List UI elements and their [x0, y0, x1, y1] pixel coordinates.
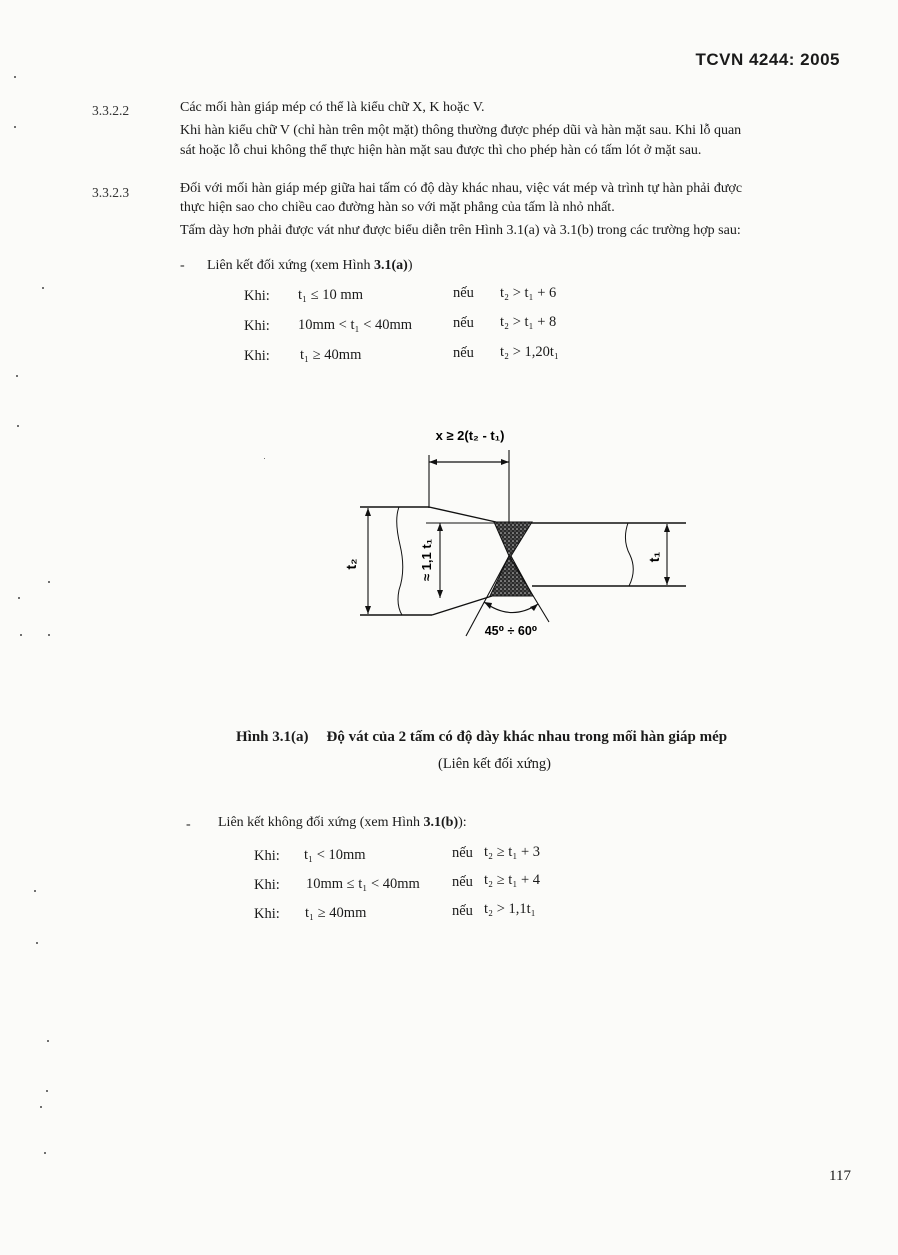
intro-text: Liên kết không đối xứng (xem Hình — [218, 815, 424, 830]
arrow-head-icon — [437, 590, 443, 598]
row-khi: Khi: — [244, 348, 270, 364]
mid-label: ≈ 1,1 t₁ — [419, 538, 434, 582]
arrow-head-icon — [664, 524, 670, 532]
scan-speck — [48, 581, 50, 583]
figure-caption — [236, 729, 727, 746]
scan-speck — [20, 634, 22, 636]
scan-speck — [17, 425, 19, 427]
scan-speck — [264, 458, 265, 459]
intro-text: Liên kết đối xứng (xem Hình — [207, 258, 375, 273]
row-neu: nếu — [452, 845, 473, 861]
t2-label: t₂ — [343, 558, 359, 570]
caption-label: Hình 3.1(a) — [236, 729, 309, 745]
row-requirement: t₂ > 1,1t₁ — [484, 901, 536, 917]
row-requirement: t₂ > 1,20t₁ — [500, 344, 559, 360]
row-khi: Khi: — [244, 318, 270, 334]
dimension-x-label: x ≥ 2(t₂ - t₁) — [435, 428, 505, 443]
row-condition: 10mm < t₁ < 40mm — [298, 317, 413, 333]
page-number: 117 — [829, 1168, 851, 1184]
row-khi: Khi: — [254, 848, 280, 864]
scan-speck — [44, 1152, 46, 1154]
arrow-head-icon — [437, 523, 443, 531]
break-line — [397, 507, 403, 615]
arrow-head-icon — [365, 606, 371, 614]
arrow-head-icon — [429, 459, 437, 465]
scan-speck — [14, 76, 16, 78]
row-neu: nếu — [452, 903, 473, 919]
scan-speck — [18, 597, 20, 599]
break-line — [625, 523, 633, 586]
section-number-3-3-2-2: 3.3.2.2 — [92, 103, 130, 118]
bevel-diagram — [340, 415, 700, 645]
scan-speck — [42, 287, 44, 289]
asymmetric-intro — [218, 815, 467, 831]
arrow-head-icon — [664, 577, 670, 585]
intro-text-end: ) — [407, 258, 413, 273]
row-condition: t₁ ≥ 40mm — [305, 905, 367, 921]
section-line: Đối với mối hàn giáp mép giữa hai tấm có độ dày khác nhau, việc vát mép và trình tự hàn phải được — [180, 181, 743, 196]
row-khi: Khi: — [254, 906, 280, 922]
row-khi: Khi: — [244, 288, 270, 304]
row-condition: t₁ ≤ 10 mm — [298, 287, 363, 303]
scan-speck — [14, 126, 16, 128]
angle-label: 45⁰ ÷ 60⁰ — [484, 624, 538, 638]
row-requirement: t₂ > t₁ + 8 — [500, 314, 557, 330]
section-line: sát hoặc lỗ chui không thể thực hiện hàn mặt sau được thì cho phép hàn có tấm lót ở mặt sau. — [180, 143, 702, 158]
row-condition: t₁ < 10mm — [304, 847, 366, 863]
row-requirement: t₂ ≥ t₁ + 3 — [484, 844, 541, 860]
row-condition: 10mm ≤ t₁ < 40mm — [306, 876, 420, 892]
bevel-top — [429, 507, 496, 522]
section-line: Tấm dày hơn phải được vát như được biểu diễn trên Hình 3.1(a) và 3.1(b) trong các trường hợp sau: — [180, 223, 741, 238]
row-requirement: t₂ > t₁ + 6 — [500, 285, 557, 301]
scan-speck — [34, 890, 36, 892]
intro-text-end: ): — [458, 815, 467, 830]
section-line: Các mối hàn giáp mép có thể là kiểu chữ X, K hoặc V. — [180, 100, 485, 115]
row-neu: nếu — [453, 315, 474, 331]
figure-ref: 3.1(a) — [374, 258, 408, 273]
row-neu: nếu — [452, 874, 473, 890]
section-number-3-3-2-3: 3.3.2.3 — [92, 185, 130, 200]
symmetric-intro — [207, 258, 413, 274]
arrow-head-icon — [501, 459, 509, 465]
row-requirement: t₂ ≥ t₁ + 4 — [484, 872, 541, 888]
caption-text: Độ vát của 2 tấm có độ dày khác nhau trong mối hàn giáp mép — [326, 729, 728, 745]
arrow-head-icon — [365, 508, 371, 516]
row-condition: t₁ ≥ 40mm — [300, 347, 362, 363]
t1-label: t₁ — [646, 551, 662, 563]
caption-subtitle: (Liên kết đối xứng) — [438, 756, 551, 772]
standard-code: TCVN 4244: 2005 — [695, 50, 840, 69]
row-neu: nếu — [453, 345, 474, 361]
arrow-head-icon — [530, 604, 538, 611]
section-line: Khi hàn kiểu chữ V (chỉ hàn trên một mặt) thông thường được phép dũi và hàn mặt sau. Khi lỗ quan — [180, 123, 742, 138]
scan-speck — [36, 942, 38, 944]
scan-speck — [47, 1040, 49, 1042]
arrow-head-icon — [484, 602, 492, 609]
angle-arc — [484, 602, 538, 613]
row-khi: Khi: — [254, 877, 280, 893]
scan-speck — [48, 634, 50, 636]
list-bullet: - — [186, 817, 191, 832]
figure-ref: 3.1(b) — [423, 815, 459, 830]
scan-speck — [40, 1106, 42, 1108]
scan-speck — [46, 1090, 48, 1092]
scan-speck — [16, 375, 18, 377]
row-neu: nếu — [453, 285, 474, 301]
section-line: thực hiện sao cho chiều cao đường hàn so với mặt phẳng của tấm là nhỏ nhất. — [180, 200, 615, 215]
list-bullet: - — [180, 258, 185, 273]
